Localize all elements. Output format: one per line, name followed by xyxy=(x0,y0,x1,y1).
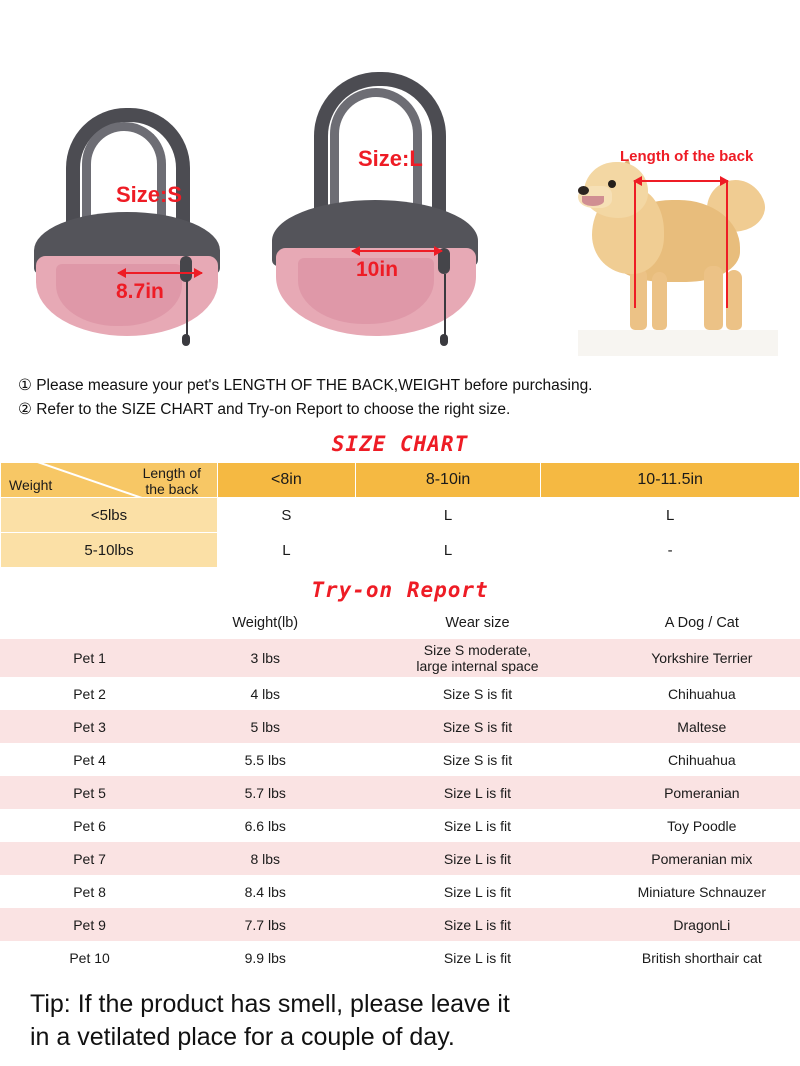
cell-wear: Size S is fit xyxy=(351,677,603,710)
cell-animal: Toy Poodle xyxy=(604,809,800,842)
corner-length-label-line1: Length of xyxy=(142,465,201,482)
size-chart-cell: - xyxy=(541,533,800,568)
cell-wear xyxy=(351,639,603,677)
cell-pet: Pet 8 xyxy=(0,875,179,908)
bag-illustration-small xyxy=(30,108,230,358)
cell-pet: Pet 1 xyxy=(0,639,179,677)
cell-wear: Size L is fit xyxy=(351,809,603,842)
cell-animal: British shorthair cat xyxy=(604,941,800,974)
instruction-line-2: ② Refer to the SIZE CHART and Try-on Report to choose the right size. xyxy=(18,401,511,419)
dog-leg-rear-2 xyxy=(726,270,742,330)
bag-cinch-clip xyxy=(180,256,192,282)
dog-leg-front xyxy=(630,268,647,330)
cell-weight: 7.7 lbs xyxy=(179,908,351,941)
cell-weight: 5.7 lbs xyxy=(179,776,351,809)
tip-line-2: in a vetilated place for a couple of day. xyxy=(30,1022,455,1051)
try-on-header-pet xyxy=(0,606,179,639)
table-row xyxy=(0,809,800,842)
tip-line-1: Tip: If the product has smell, please leave it xyxy=(30,990,510,1019)
instructions-block xyxy=(18,374,800,422)
size-chart-table xyxy=(0,462,800,568)
size-chart-row-label: 5-10lbs xyxy=(1,533,218,568)
table-row xyxy=(0,743,800,776)
bag-illustration-large xyxy=(268,72,488,354)
cell-weight: 8.4 lbs xyxy=(179,875,351,908)
corner-length-label-line2: the back xyxy=(145,481,199,498)
size-chart-cell: L xyxy=(218,533,356,568)
table-row xyxy=(0,908,800,941)
dog-leg-rear xyxy=(704,266,723,330)
size-chart-col-header: 8-10in xyxy=(355,463,541,498)
table-row xyxy=(0,710,800,743)
cell-weight: 5.5 lbs xyxy=(179,743,351,776)
cell-weight: 9.9 lbs xyxy=(179,941,351,974)
cell-pet: Pet 7 xyxy=(0,842,179,875)
cell-wear-line2: large internal space xyxy=(416,658,539,675)
dog-photo xyxy=(578,144,778,356)
table-row xyxy=(0,776,800,809)
cell-pet: Pet 10 xyxy=(0,941,179,974)
cell-pet: Pet 6 xyxy=(0,809,179,842)
size-chart-cell: L xyxy=(355,533,541,568)
size-chart-cell: S xyxy=(218,498,356,533)
cell-weight: 3 lbs xyxy=(179,639,351,677)
table-row xyxy=(0,941,800,974)
size-chart-row xyxy=(1,533,800,568)
cell-pet: Pet 3 xyxy=(0,710,179,743)
try-on-report-table xyxy=(0,606,800,974)
size-chart-row xyxy=(1,498,800,533)
try-on-header-weight: Weight(lb) xyxy=(179,606,351,639)
size-chart-col-header: 10-11.5in xyxy=(541,463,800,498)
cell-pet: Pet 5 xyxy=(0,776,179,809)
cell-weight: 8 lbs xyxy=(179,842,351,875)
cell-wear: Size L is fit xyxy=(351,908,603,941)
size-chart-corner-cell xyxy=(1,463,218,498)
dog-measure-tick-left xyxy=(634,180,636,308)
corner-weight-label: Weight xyxy=(9,477,53,494)
cell-wear: Size L is fit xyxy=(351,776,603,809)
bag-large-size-label: Size:L xyxy=(358,146,423,171)
bag-large-measure-label: 10in xyxy=(356,258,399,281)
cell-pet: Pet 9 xyxy=(0,908,179,941)
bag-small-size-label: Size:S xyxy=(116,182,183,207)
dog-eye xyxy=(608,180,616,188)
try-on-header-wear: Wear size xyxy=(351,606,603,639)
cell-weight: 5 lbs xyxy=(179,710,351,743)
cell-animal: Chihuahua xyxy=(604,677,800,710)
cell-weight: 4 lbs xyxy=(179,677,351,710)
dog-measure-tick-right xyxy=(726,180,728,308)
try-on-header-row xyxy=(0,606,800,639)
product-image-banner xyxy=(0,0,800,368)
table-row xyxy=(0,842,800,875)
size-chart-title: SIZE CHART xyxy=(331,432,469,457)
size-chart-cell: L xyxy=(541,498,800,533)
dog-measure-label: Length of the back xyxy=(620,148,754,165)
bag-cord-knob xyxy=(440,334,448,346)
bag-small-measure-label: 8.7in xyxy=(116,280,164,303)
instruction-line-1: ① Please measure your pet's LENGTH OF THE BACK,WEIGHT before purchasing. xyxy=(18,377,593,394)
cell-animal: Pomeranian xyxy=(604,776,800,809)
bag-small-measure-arrow xyxy=(118,272,202,274)
dog-leg-front-2 xyxy=(652,272,667,330)
try-on-report-title: Try-on Report xyxy=(311,578,489,603)
bag-cord xyxy=(444,274,446,336)
cell-animal: DragonLi xyxy=(604,908,800,941)
cell-animal: Maltese xyxy=(604,710,800,743)
cell-animal: Chihuahua xyxy=(604,743,800,776)
cell-wear: Size S is fit xyxy=(351,710,603,743)
dog-mouth xyxy=(582,196,604,206)
photo-background xyxy=(578,330,778,356)
size-chart-row-label: <5lbs xyxy=(1,498,218,533)
cell-pet: Pet 2 xyxy=(0,677,179,710)
cell-animal: Yorkshire Terrier xyxy=(604,639,800,677)
bag-cord xyxy=(186,280,188,336)
cell-pet: Pet 4 xyxy=(0,743,179,776)
try-on-header-animal: A Dog / Cat xyxy=(604,606,800,639)
dog-nose xyxy=(578,186,589,195)
tip-block xyxy=(30,988,776,1053)
cell-wear-line1: Size S moderate, xyxy=(423,642,532,659)
bag-cord-knob xyxy=(182,334,190,346)
cell-wear: Size L is fit xyxy=(351,875,603,908)
table-row xyxy=(0,875,800,908)
table-row xyxy=(0,677,800,710)
cell-weight: 6.6 lbs xyxy=(179,809,351,842)
dog-measure-arrow xyxy=(634,180,728,182)
size-chart-header-row xyxy=(1,463,800,498)
cell-wear: Size L is fit xyxy=(351,842,603,875)
cell-animal: Miniature Schnauzer xyxy=(604,875,800,908)
size-chart-col-header: <8in xyxy=(218,463,356,498)
cell-animal: Pomeranian mix xyxy=(604,842,800,875)
corner-length-label xyxy=(143,465,201,497)
table-row xyxy=(0,639,800,677)
cell-wear: Size S is fit xyxy=(351,743,603,776)
size-chart-cell: L xyxy=(355,498,541,533)
cell-wear: Size L is fit xyxy=(351,941,603,974)
bag-large-measure-arrow xyxy=(352,250,442,252)
